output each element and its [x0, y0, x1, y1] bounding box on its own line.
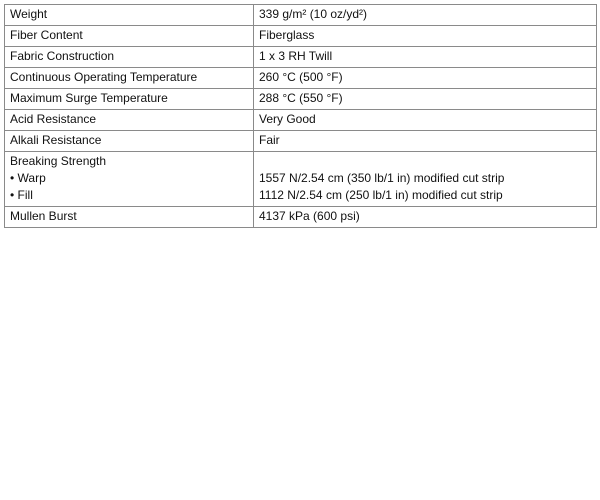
table-row — [5, 207, 597, 228]
spec-value: 4137 kPa (600 psi) — [254, 207, 597, 228]
table-row — [5, 47, 597, 68]
spec-value: 260 °C (500 °F) — [254, 68, 597, 89]
table-row — [5, 131, 597, 152]
spec-label: Acid Resistance — [5, 110, 254, 131]
spec-label: Mullen Burst — [5, 207, 254, 228]
fill-value: 1112 N/2.54 cm (250 lb/1 in) modified cut strip — [259, 188, 503, 202]
table-row — [5, 26, 597, 47]
spec-label: Fabric Construction — [5, 47, 254, 68]
fabric-specifications-table — [4, 4, 597, 228]
spec-value: 288 °C (550 °F) — [254, 89, 597, 110]
spec-value-group — [254, 152, 597, 207]
table-row — [5, 89, 597, 110]
spec-label-group — [5, 152, 254, 207]
table-row — [5, 68, 597, 89]
spec-value: Very Good — [254, 110, 597, 131]
spec-label: Alkali Resistance — [5, 131, 254, 152]
table-row — [5, 110, 597, 131]
spec-label: Breaking Strength — [10, 154, 107, 168]
spec-label: Continuous Operating Temperature — [5, 68, 254, 89]
fill-label: • Fill — [10, 188, 33, 202]
warp-label: • Warp — [10, 171, 46, 185]
spec-label: Weight — [5, 5, 254, 26]
spec-value: 339 g/m² (10 oz/yd²) — [254, 5, 597, 26]
spec-value: Fiberglass — [254, 26, 597, 47]
spec-label: Fiber Content — [5, 26, 254, 47]
spec-value: 1 x 3 RH Twill — [254, 47, 597, 68]
spec-label: Maximum Surge Temperature — [5, 89, 254, 110]
table-row — [5, 5, 597, 26]
spacer — [259, 153, 591, 170]
spec-value: Fair — [254, 131, 597, 152]
warp-value: 1557 N/2.54 cm (350 lb/1 in) modified cut strip — [259, 171, 505, 185]
table-row-breaking-strength — [5, 152, 597, 207]
